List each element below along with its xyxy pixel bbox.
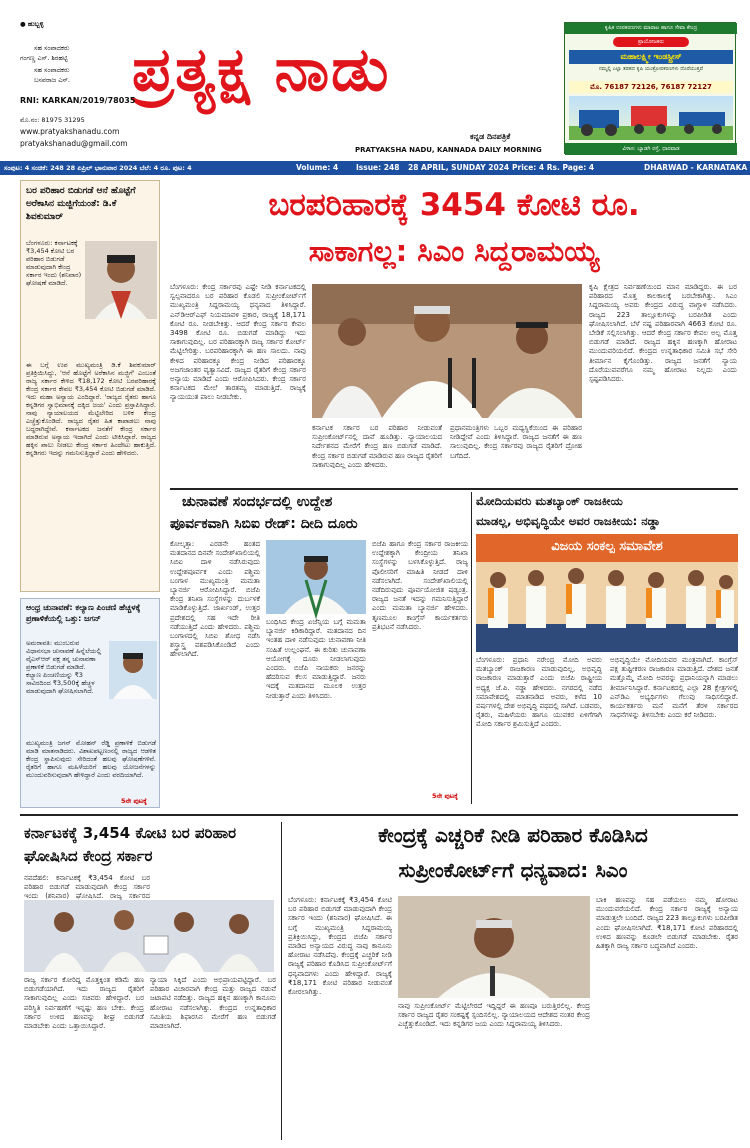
place-label: DHARWAD - KARNATAKA: [644, 163, 748, 172]
volume-label: Volume: 4: [296, 163, 339, 172]
lead-col-4: ಕೃಷಿ ಕ್ಷೇತ್ರದ ನಿರ್ವಹಣೆಯಿಂದ ಮಾನ ಮಾಡಿದ್ದರು. ಈ ಬರ ಪರಿಹಾರದ ಮೊತ್ತ ಕಾಲಕಾಲಕ್ಕೆ ಬರಬೇಕಾಗಿತ್ತು. ಸಿಎಂ ಸಿದ್ದರಾಮಯ್ಯ ಅವರು ಕೇಂದ್ರದ ವಿರುದ್ಧ ವಾಗ್ದಾಳಿ ನಡೆಸಿದರು. ರಾಜ್ಯದ 223 ತಾಲ್ಲೂಕುಗಳನ್ನು ಬರಪೀಡಿತ ಎಂದು ಘೋಷಿಸಲಾಗಿದೆ. ಬೆಳೆ ನಷ್ಟ ಪರಿಹಾರವಾಗಿ 4663 ಕೋಟಿ ರೂ. ಬೇಡಿಕೆ ಸಲ್ಲಿಸಲಾಗಿತ್ತು. ಆದರೆ ಕೇಂದ್ರ ಸರ್ಕಾರ ಕೇವಲ ಅಲ್ಪ ಮೊತ್ತ ಬಿಡುಗಡೆ ಮಾಡಿದೆ. ರಾಜ್ಯದ ಹಕ್ಕಿನ ಹಣಕ್ಕಾಗಿ ಹೋರಾಟ ಮುಂದುವರಿಯಲಿದೆ. ಕೇಂದ್ರದ ಉನ್ನತಾಧಿಕಾರ ಸಮಿತಿ ಸಭೆ ಸೇರಿ ತೀರ್ಮಾನ ಕೈಗೊಂಡಿತ್ತು. ರಾಜ್ಯದ ಜನತೆಗೆ ನ್ಯಾಯ ದೊರೆಯುವವರೆಗೂ ನಮ್ಮ ಹೋರಾಟ ನಿಲ್ಲದು ಎಂದು ಸ್ಪಷ್ಟಪಡಿಸಿದರು.: [589, 283, 737, 384]
email-link[interactable]: pratyakshanadu@gmail.com: [20, 139, 128, 148]
bottom-left-headline: ಕರ್ನಾಟಕಕ್ಕೆ 3,454 ಕೋಟಿ ಬರ ಪರಿಹಾರ ಘೋಷಿಸಿದ ಕೇಂದ್ರ ಸರ್ಕಾರ: [24, 824, 237, 865]
co-editor-name-2: ಬಸವರಾಜ ಎಸ್.: [34, 76, 70, 84]
dks-headline: ಬರ ಪರಿಹಾರ ಬಿಡುಗಡೆ ಆನೆ ಹೊಟ್ಟೆಗೆ ಅರೆಕಾಸಿನ ಮಜ್ಜಿಗೆಯಂತೆ: ಡಿ.ಕೆ ಶಿವಕುಮಾರ್: [26, 186, 136, 222]
lead-headline-1: ಬರಪರಿಹಾರಕ್ಕೆ 3454 ಕೋಟಿ ರೂ.: [268, 187, 640, 223]
divider-vertical-bottom: [281, 822, 282, 1140]
edition-city: ● ಹುಬ್ಬಳ್ಳಿ: [20, 20, 44, 28]
left-story-jagan: [20, 598, 160, 808]
jagan-body: ಮುಖ್ಯಮಂತ್ರಿ ಜಗನ್ ಮೋಹನ್ ರೆಡ್ಡಿ ಪ್ರಣಾಳಿಕೆ ಬಿಡುಗಡೆ ಮಾಡಿ ಮಾತನಾಡಿದರು. ವಿಶಾಖಪಟ್ಟಣಂನಲ್ಲಿ ರಾಜ್ಯದ ಆಡಳಿತ ಕೇಂದ್ರ ಸ್ಥಾಪಿಸುವುದು ಸೇರಿದಂತೆ ಹಲವು ಘೋಷಣೆಗಳಿವೆ. ರೈತರಿಗೆ ಹಾಗೂ ಮಹಿಳೆಯರಿಗೆ ಹಲವು ಯೋಜನೆಗಳನ್ನು ಮುಂದುವರಿಸುವುದಾಗಿ ಹೇಳಿದ್ದಾರೆ ಎಂದು ವರದಿಯಾಗಿದೆ.: [26, 739, 156, 779]
bottom-left-col-2: ನ್ಯಾಯಾ ಸಿಕ್ಕಿದೆ ಎಂದು ಅಭಿಪ್ರಾಯಪಟ್ಟಿದ್ದಾರೆ. ಬರ ಪರಿಹಾರ ವಿಚಾರವಾಗಿ ಕೇಂದ್ರ ಮತ್ತು ರಾಜ್ಯದ ನಡುವೆ ಜಟಾಪಟಿ ನಡೆದಿತ್ತು. ರಾಜ್ಯದ ಹಕ್ಕಿನ ಹಣಕ್ಕಾಗಿ ಕಾನೂನು ಹೋರಾಟ ನಡೆಸಲಾಗಿತ್ತು. ಕೇಂದ್ರದ ಉನ್ನತಾಧಿಕಾರ ಸಮಿತಿಯ ಶಿಫಾರಸಿನ ಮೇರೆಗೆ ಹಣ ಬಿಡುಗಡೆ ಮಾಡಲಾಗಿದೆ.: [150, 976, 276, 1031]
cbi-col-3: ಬಿಜೆಪಿ ಹಾಗೂ ಕೇಂದ್ರ ಸರ್ಕಾರ ರಾಜಕೀಯ ಉದ್ದೇಶಕ್ಕಾಗಿ ಕೇಂದ್ರೀಯ ತನಿಖಾ ಸಂಸ್ಥೆಗಳನ್ನು ಬಳಸಿಕೊಳ್ಳುತ್ತಿದೆ. ರಾಜ್ಯ ಪೊಲೀಸರಿಗೆ ಮಾಹಿತಿ ನೀಡದೆ ದಾಳಿ ನಡೆಸಲಾಗಿದೆ. ಸಂದೇಶ್‌ಖಾಲಿಯಲ್ಲಿ ನಡೆದಿರುವುದು ಪೂರ್ವಯೋಜಿತ ಷಡ್ಯಂತ್ರ. ರಾಜ್ಯದ ಜನತೆ ಇದನ್ನು ಗಮನಿಸುತ್ತಿದ್ದಾರೆ ಎಂದು ಮಮತಾ ಬ್ಯಾನರ್ಜಿ ಹೇಳಿದರು. ತೃಣಮೂಲ ಕಾಂಗ್ರೆಸ್ ಕಾರ್ಯಕರ್ತರು ಪ್ರತಿಭಟನೆ ನಡೆಸಿದರು.: [372, 540, 468, 631]
jagan-body-side: ಅಮರಾವತಿ: ಮುಂಬರುವ ವಿಧಾನಸಭಾ ಚುನಾವಣೆ ಹಿನ್ನೆಲೆಯಲ್ಲಿ ವೈಎಸ್‌ಆರ್ ಪಕ್ಷ ತನ್ನ ಚುನಾವಣಾ ಪ್ರಣಾಳಿಕೆ ಬಿಡುಗಡೆ ಮಾಡಿದೆ. ಕಲ್ಯಾಣ ಪಿಂಚಣಿಯನ್ನು ₹3 ಸಾವಿರದಿಂದ ₹3,500ಕ್ಕೆ ಹೆಚ್ಚಳ ಮಾಡುವುದಾಗಿ ಘೋಷಿಸಲಾಗಿದೆ.: [26, 639, 102, 695]
date-bar-kannada: ಸಂಪುಟ: 4 ಸಂಚಿಕೆ: 248 28 ಏಪ್ರಿಲ್ ಭಾನುವಾರ 2024 ಬೆಲೆ: 4 ರೂ. ಪುಟ: 4: [4, 164, 192, 172]
nadda-rally-photo: [476, 534, 738, 652]
ad-badge: ಪ್ರಾಯೋಜಕರು: [613, 37, 689, 47]
cbi-col-1: ಕೋಲ್ಕತ್ತಾ: ಎರಡನೇ ಹಂತದ ಮತದಾನದ ದಿನವೇ ಸಂದೇಶ್‌ಖಾಲಿಯಲ್ಲಿ ಸಿಬಿಐ ದಾಳಿ ನಡೆಸಿರುವುದು ಉದ್ದೇಶಪೂರ್ವಕ ಎಂದು ಪಶ್ಚಿಮ ಬಂಗಾಳ ಮುಖ್ಯಮಂತ್ರಿ ಮಮತಾ ಬ್ಯಾನರ್ಜಿ ಆರೋಪಿಸಿದ್ದಾರೆ. ಬಿಜೆಪಿ ಕೇಂದ್ರ ತನಿಖಾ ಸಂಸ್ಥೆಗಳನ್ನು ದುರ್ಬಳಕೆ ಮಾಡಿಕೊಳ್ಳುತ್ತಿದೆ. ಜಾರ್ಖಂಡ್, ಉತ್ತರ ಪ್ರದೇಶದಲ್ಲಿ ಸಹ ಇದೇ ರೀತಿ ನಡೆಯುತ್ತಿದೆ ಎಂದು ಹೇಳಿದರು. ಪಶ್ಚಿಮ ಬಂಗಾಳದಲ್ಲಿ ಸಿಬಿಐ ಶೋಧ ನಡೆಸಿ ಶಸ್ತ್ರಾಸ್ತ್ರ ವಶಪಡಿಸಿಕೊಂಡಿದೆ ಎಂದು ಹೇಳಲಾಗಿದೆ.: [170, 540, 260, 659]
jagan-continued-link[interactable]: 5ನೇ ಪುಟಕ್ಕೆ: [121, 797, 147, 805]
issue-label: Issue: 248: [356, 163, 400, 172]
bottom-left-col-1: ನವದೆಹಲಿ: ಕರ್ನಾಟಕಕ್ಕೆ ₹3,454 ಕೋಟಿ ಬರ ಪರಿಹಾರ ಬಿಡುಗಡೆ ಮಾಡುವುದಾಗಿ ಕೇಂದ್ರ ಸರ್ಕಾರ ಇಂದು (ಶನಿವಾರ) ಘೋಷಿಸಿದೆ. ರಾಜ್ಯ ಸರ್ಕಾರದ: [24, 874, 150, 901]
divider-vertical: [471, 492, 472, 804]
lead-col-1: ಬೆಂಗಳೂರು: ಕೇಂದ್ರ ಸರ್ಕಾರವು ಎಷ್ಟೇ ನೀಡಿ ಕರ್ನಾಟಕದಲ್ಲಿ ಸ್ವಲ್ಪವಾದರೂ ಬರ ಪರಿಹಾರ ಕೊಡಲಿ ಸುಪ್ರೀಂಕೋರ್ಟ್‌ಗೆ ಮುಖ್ಯಮಂತ್ರಿ ಸಿದ್ದರಾಮಯ್ಯ ಧನ್ಯವಾದ ತಿಳಿಸಿದ್ದಾರೆ. ಎನ್‌ಡಿಆರ್‌ಎಫ್ ನಿಯಮಾವಳಿ ಪ್ರಕಾರ, ರಾಜ್ಯಕ್ಕೆ 18,171 ಕೋಟಿ ರೂ. ನೀಡಬೇಕಿತ್ತು. ಆದರೆ ಕೇಂದ್ರ ಸರ್ಕಾರ ಕೇವಲ 3498 ಕೋಟಿ ರೂ. ಬಿಡುಗಡೆ ಮಾಡಿದ್ದು ಇದು ಸಾಕಾಗುವುದಿಲ್ಲ. ಬರ ಪರಿಹಾರಕ್ಕಾಗಿ ರಾಜ್ಯ ಸರ್ಕಾರ ಕೋರ್ಟ್ ಮೆಟ್ಟಿಲೇರಿತ್ತು. ಬರಪರಿಹಾರಕ್ಕಾಗಿ ಈ ಹಣ ಸಾಲದು. ನಾವು ಕೇಳಿದ ಪರಿಹಾರಕ್ಕೂ ಕೇಂದ್ರ ನೀಡಿದ ಪರಿಹಾರಕ್ಕೂ ಅಜಗಜಾಂತರ ವ್ಯತ್ಯಾಸವಿದೆ. ರಾಜ್ಯದ ರೈತರಿಗೆ ಕೇಂದ್ರ ಸರ್ಕಾರ ಅನ್ಯಾಯ ಮಾಡಿದೆ ಎಂದು ಆರೋಪಿಸಿದರು. ಕೇಂದ್ರ ಸರ್ಕಾರ ಕರ್ನಾಟಕದ ಮೇಲೆ ತಾರತಮ್ಯ ಮಾಡುತ್ತಿದೆ. ರಾಜ್ಯಕ್ಕೆ ನ್ಯಾಯಯುತ ಪಾಲು ನೀಡಬೇಕು.: [170, 283, 306, 402]
tagline-english: PRATYAKSHA NADU, KANNADA DAILY MORNING: [355, 146, 542, 154]
lead-col-2: ಕರ್ನಾಟಕ ಸರ್ಕಾರ ಬರ ಪರಿಹಾರ ನೀಡುವಂತೆ ಸುಪ್ರೀಂಕೋರ್ಟ್‌ನಲ್ಲಿ ದಾವೆ ಹೂಡಿತ್ತು. ನ್ಯಾಯಾಲಯದ ನಿರ್ದೇಶನದ ಮೇರೆಗೆ ಕೇಂದ್ರ ಹಣ ಬಿಡುಗಡೆ ಮಾಡಿದೆ. ಕೇಂದ್ರ ಸರ್ಕಾರ ಬಿಡುಗಡೆ ಮಾಡಿರುವ ಹಣ ರಾಜ್ಯದ ರೈತರಿಗೆ ಸಾಕಾಗುವುದಿಲ್ಲ ಎಂದು ಹೇಳಿದರು.: [312, 424, 442, 469]
co-editor-label-2: ಸಹ ಸಂಪಾದಕರು: [34, 66, 70, 74]
lead-photo-cm: [312, 284, 582, 418]
divider-bottom: [20, 814, 738, 816]
ad-company: ಮಹಾಲಕ್ಷ್ಮೀ ಇಂಡಸ್ಟ್ರೀಸ್: [569, 50, 733, 64]
cbi-headline-2: ಪೂರ್ವಕವಾಗಿ ಸಿಬಿಐ ರೇಡ್: ದೀದಿ ದೂರು: [170, 516, 358, 532]
newspaper-title: ಪ್ರತ್ಯಕ್ಷ ನಾಡು: [132, 35, 391, 105]
ad-top-line: ಕೃಷಿಕ ಉಪಕರಣಗಳು ಮಾರಾಟ ಹಾಗೂ ಸೇವಾ ಕೇಂದ್ರ: [565, 23, 737, 34]
nadda-col-2: ಅಭಿವೃದ್ಧಿಯೇ ಮೋದಿಯವರ ಮಂತ್ರವಾಗಿದೆ. ಕಾಂಗ್ರೆಸ್ ಪಕ್ಷ ತುಷ್ಟೀಕರಣ ರಾಜಕಾರಣ ಮಾಡುತ್ತಿದೆ. ದೇಶದ ಜನತೆ ಮತ್ತೊಮ್ಮೆ ಮೋದಿ ಅವರನ್ನು ಪ್ರಧಾನಿಯನ್ನಾಗಿ ಮಾಡಲು ತೀರ್ಮಾನಿಸಿದ್ದಾರೆ. ಕರ್ನಾಟಕದಲ್ಲಿ ಎಲ್ಲಾ 28 ಕ್ಷೇತ್ರಗಳಲ್ಲಿ ಎನ್‌ಡಿಎ ಅಭ್ಯರ್ಥಿಗಳು ಗೆಲುವು ಸಾಧಿಸಲಿದ್ದಾರೆ. ಕಾರ್ಯಕರ್ತರು ಮನೆ ಮನೆಗೆ ತೆರಳಿ ಸರ್ಕಾರದ ಸಾಧನೆಗಳನ್ನು ತಿಳಿಸಬೇಕು ಎಂದು ಕರೆ ನೀಡಿದರು.: [610, 656, 738, 720]
advertisement[interactable]: [564, 22, 736, 154]
left-story-dks: [20, 180, 160, 592]
ad-contact: ಮೊ. 76187 72126, 76187 72127: [569, 81, 733, 93]
bottom-right-headline-2: ಸುಪ್ರೀಂಕೋರ್ಟ್‌ಗೆ ಧನ್ಯವಾದ: ಸಿಎಂ: [398, 858, 628, 882]
jagan-photo: [109, 641, 157, 699]
bottom-left-col-3: ರಾಜ್ಯ ಸರ್ಕಾರ ಕೋರಿದ್ದ ಮೊತ್ತಕ್ಕಿಂತ ಕಡಿಮೆ ಹಣ ಬಿಡುಗಡೆಯಾಗಿದೆ. ಇದು ರಾಜ್ಯದ ರೈತರಿಗೆ ಸಾಕಾಗುವುದಿಲ್ಲ ಎಂದು ಸಚಿವರು ಹೇಳಿದ್ದಾರೆ. ಬರ ಪರಿಸ್ಥಿತಿ ನಿರ್ವಹಣೆಗೆ ಇನ್ನಷ್ಟು ಹಣ ಬೇಕು. ಕೇಂದ್ರ ಸರ್ಕಾರ ಉಳಿದ ಹಣವನ್ನು ಶೀಘ್ರ ಬಿಡುಗಡೆ ಮಾಡಬೇಕು ಎಂದು ಒತ್ತಾಯಿಸಿದ್ದಾರೆ.: [24, 976, 144, 1031]
price-label: Price: 4 Rs. Page: 4: [512, 163, 595, 172]
website-link[interactable]: www.pratyakshanadu.com: [20, 127, 120, 136]
bottom-left-photo: [24, 900, 274, 972]
date-bar: [0, 161, 750, 175]
tagline-kannada: ಕನ್ನಡ ದಿನಪತ್ರಿಕೆ: [470, 132, 511, 141]
divider-lead: [170, 488, 738, 490]
nadda-headline-1: ಮೋದಿಯವರು ಮತಬ್ಯಾಂಕ್ ರಾಜಕೀಯ: [476, 494, 623, 508]
mamata-photo: [266, 540, 366, 614]
co-editor-label: ಸಹ ಸಂಪಾದಕರು: [34, 44, 70, 52]
jagan-headline: ಆಂಧ್ರ ಚುನಾವಣೆ: ಕಲ್ಯಾಣ ಪಿಂಚಣಿ ಹೆಚ್ಚಳಕ್ಕೆ ಪ್ರಣಾಳಿಕೆಯಲ್ಲಿ ಒತ್ತು: ಜಗನ್: [26, 603, 141, 623]
co-editor-name: ಗಂಗಣ್ಣ ಎಸ್. ಶಿರಹಟ್ಟಿ: [20, 54, 68, 62]
bottom-right-col-1: ಬೆಂಗಳೂರು: ಕರ್ನಾಟಕಕ್ಕೆ ₹3,454 ಕೋಟಿ ಬರ ಪರಿಹಾರ ಬಿಡುಗಡೆ ಮಾಡುವುದಾಗಿ ಕೇಂದ್ರ ಸರ್ಕಾರ ಇಂದು (ಶನಿವಾರ) ಘೋಷಿಸಿದೆ. ಈ ಬಗ್ಗೆ ಮುಖ್ಯಮಂತ್ರಿ ಸಿದ್ದರಾಮಯ್ಯ ಪ್ರತಿಕ್ರಿಯಿಸಿದ್ದು, ಕೇಂದ್ರದ ಬಿಜೆಪಿ ಸರ್ಕಾರ ಮಾಡಿದ ಅನ್ಯಾಯದ ವಿರುದ್ಧ ನಾವು ಕಾನೂನು ಹೋರಾಟ ನಡೆಸಿದೆವು. ಕೇಂದ್ರಕ್ಕೆ ಎಚ್ಚರಿಕೆ ನೀಡಿ ರಾಜ್ಯಕ್ಕೆ ಪರಿಹಾರ ಕೊಡಿಸಿದ ಸುಪ್ರೀಂಕೋರ್ಟ್‌ಗೆ ಧನ್ಯವಾದಗಳು ಎಂದು ಹೇಳಿದ್ದಾರೆ. ರಾಜ್ಯಕ್ಕೆ ₹18,171 ಕೋಟಿ ಪರಿಹಾರ ನೀಡುವಂತೆ ಕೋರಲಾಗಿತ್ತು.: [288, 896, 392, 997]
siddaramaiah-photo: [398, 896, 590, 998]
ad-description: ನಮ್ಮಲ್ಲಿ ಎಲ್ಲಾ ತರಹದ ಕೃಷಿ ಯಂತ್ರೋಪಕರಣಗಳು ದೊರೆಯುತ್ತವೆ: [599, 66, 703, 72]
dks-body-side: ಬೆಂಗಳೂರು: ಕರ್ನಾಟಕಕ್ಕೆ ₹3,454 ಕೋಟಿ ಬರ ಪರಿಹಾರ ಬಿಡುಗಡೆ ಮಾಡುವುದಾಗಿ ಕೇಂದ್ರ ಸರ್ಕಾರ ಇಂದು (ಶನಿವಾರ) ಘೋಷಣೆ ಮಾಡಿದೆ.: [26, 239, 82, 287]
bottom-right-col-3: ಬಾಕಿ ಹಣವನ್ನು ಸಹ ಪಡೆಯಲು ನಮ್ಮ ಹೋರಾಟ ಮುಂದುವರೆಯಲಿದೆ. ಕೇಂದ್ರ ಸರ್ಕಾರ ರಾಜ್ಯಕ್ಕೆ ಅನ್ಯಾಯ ಮಾಡುತ್ತಲೇ ಬಂದಿದೆ. ರಾಜ್ಯದ 223 ತಾಲ್ಲೂಕುಗಳು ಬರಪೀಡಿತ ಎಂದು ಘೋಷಿಸಲಾಗಿದೆ. ₹18,171 ಕೋಟಿ ಪರಿಹಾರದಲ್ಲಿ ಉಳಿದ ಹಣವನ್ನು ಕೂಡಲೇ ಬಿಡುಗಡೆ ಮಾಡಬೇಕು. ರೈತರ ಹಿತಕ್ಕಾಗಿ ರಾಜ್ಯ ಸರ್ಕಾರ ಬದ್ಧವಾಗಿದೆ ಎಂದರು.: [596, 896, 738, 951]
phone-number: ಮೊ.ನಂ: 81975 31295: [20, 116, 85, 124]
cbi-headline-1: ಚುನಾವಣೆ ಸಂದರ್ಭದಲ್ಲಿ ಉದ್ದೇಶ: [182, 494, 333, 510]
dks-photo: [85, 241, 157, 319]
cbi-col-2: ಬಂಧಿಸಿದ ಕೇಂದ್ರ ಏಜೆನ್ಸಿಯ ಬಗ್ಗೆ ಮಮತಾ ಬ್ಯಾನರ್ಜಿ ಕಿಡಿಕಾರಿದ್ದಾರೆ. ಮತದಾನದ ದಿನ ಇಂತಹ ದಾಳಿ ನಡೆಸುವುದು ಚುನಾವಣಾ ನೀತಿ ಸಂಹಿತೆ ಉಲ್ಲಂಘನೆ. ಈ ಕುರಿತು ಚುನಾವಣಾ ಆಯೋಗಕ್ಕೆ ದೂರು ನೀಡಲಾಗುವುದು ಎಂದರು. ಬಿಜೆಪಿ ನಾಯಕರು ಜನರನ್ನು ಹೆದರಿಸುವ ಕೆಲಸ ಮಾಡುತ್ತಿದ್ದಾರೆ. ಜನರು ಇದಕ್ಕೆ ಮತದಾನದ ಮೂಲಕ ಉತ್ತರ ನೀಡುತ್ತಾರೆ ಎಂದು ತಿಳಿಸಿದರು.: [266, 618, 366, 700]
masthead: [0, 0, 750, 160]
nadda-col-1: ಬೆಂಗಳೂರು: ಪ್ರಧಾನಿ ನರೇಂದ್ರ ಮೋದಿ ಅವರು ಮತಬ್ಯಾಂಕ್ ರಾಜಕಾರಣ ಮಾಡುವುದಿಲ್ಲ, ಅಭಿವೃದ್ಧಿ ರಾಜಕಾರಣ ಮಾಡುತ್ತಾರೆ ಎಂದು ಬಿಜೆಪಿ ರಾಷ್ಟ್ರೀಯ ಅಧ್ಯಕ್ಷ ಜೆ.ಪಿ. ನಡ್ಡಾ ಹೇಳಿದರು. ನಗರದಲ್ಲಿ ನಡೆದ ಸಮಾವೇಶದಲ್ಲಿ ಮಾತನಾಡಿದ ಅವರು, ಕಳೆದ 10 ವರ್ಷಗಳಲ್ಲಿ ದೇಶ ಅಭಿವೃದ್ಧಿ ಪಥದಲ್ಲಿ ಸಾಗಿದೆ. ಬಡವರು, ರೈತರು, ಮಹಿಳೆಯರು ಹಾಗೂ ಯುವಕರ ಏಳಿಗೆಗಾಗಿ ಮೋದಿ ಸರ್ಕಾರ ಶ್ರಮಿಸುತ್ತಿದೆ ಎಂದರು.: [476, 656, 602, 729]
bottom-right-headline-1: ಕೇಂದ್ರಕ್ಕೆ ಎಚ್ಚರಿಕೆ ನೀಡಿ ಪರಿಹಾರ ಕೊಡಿಸಿದ: [378, 823, 648, 847]
lead-col-3: ಪ್ರಧಾನಮಂತ್ರಿಗಳು ಒಬ್ಬರ ಮಧ್ಯಸ್ಥಿಕೆಯಿಂದ ಈ ಪರಿಹಾರ ನೀಡಿದ್ದೇವೆ ಎಂದು ತಿಳಿಸಿದ್ದಾರೆ. ರಾಜ್ಯದ ಜನತೆಗೆ ಈ ಹಣ ಸಾಲುವುದಿಲ್ಲ. ಕೇಂದ್ರ ಸರ್ಕಾರವು ರಾಜ್ಯದ ರೈತರಿಗೆ ದ್ರೋಹ ಬಗೆದಿದೆ.: [450, 424, 582, 460]
date-label: 28 APRIL, SUNDAY 2024: [408, 163, 510, 172]
lead-headline-2: ಸಾಕಾಗಲ್ಲ: ಸಿಎಂ ಸಿದ್ದರಾಮಯ್ಯ: [308, 234, 600, 268]
nadda-headline-2: ಮಾಡಲ್ಲ, ಅಭಿವೃದ್ಧಿಯೇ ಅವರ ರಾಜಕೀಯ: ನಡ್ಡಾ: [476, 514, 661, 528]
ad-footer: ವಿಳಾಸ: ಬ್ಯಾಡಗಿ ರಸ್ತೆ, ಧಾರವಾಡ: [565, 143, 737, 155]
cbi-continued-link[interactable]: 5ನೇ ಪುಟಕ್ಕೆ: [432, 792, 458, 800]
dks-body: ಈ ಬಗ್ಗೆ ಉಪ ಮುಖ್ಯಮಂತ್ರಿ ಡಿ.ಕೆ ಶಿವಕುಮಾರ್ ಪ್ರತಿಕ್ರಿಯಿಸಿದ್ದು, 'ಆನೆ ಹೊಟ್ಟೆಗೆ ಅರೆಕಾಸಿನ ಮಜ್ಜಿಗೆ' ಎಂಬಂತೆ ರಾಜ್ಯ ಸರ್ಕಾರ ಕೇಳಿದ ₹18,172 ಕೋಟಿ ಬರಪರಿಹಾರಕ್ಕೆ ಕೇಂದ್ರ ಸರ್ಕಾರ ಕೇವಲ ₹3,454 ಕೋಟಿ ಬಿಡುಗಡೆ ಮಾಡಿದೆ. ಇದು ಮಹಾ ಅನ್ಯಾಯ ಎಂದಿದ್ದಾರೆ. 'ರಾಜ್ಯದ ರೈತರು ಹಾಗೂ ಕನ್ನಡಿಗರ ಸ್ವಾಭಿಮಾನಕ್ಕೆ ದಕ್ಕಿದ ಜಯ' ಎಂದು ಪ್ರಸ್ತಾಪಿಸಿದ್ದಾರೆ. ನಾವು ನ್ಯಾಯಾಲಯದ ಮೆಟ್ಟಿಲೇರಿದ ಬಳಿಕ ಕೇಂದ್ರ ಎಚ್ಚೆತ್ತುಕೊಂಡಿದೆ. ರಾಜ್ಯದ ರೈತರ ಹಿತ ಕಾಪಾಡಲು ನಾವು ಬದ್ಧರಾಗಿದ್ದೇವೆ. ಕರ್ನಾಟಕದ ಜನತೆಗೆ ಕೇಂದ್ರ ಸರ್ಕಾರ ಮಾಡಿರುವ ಅನ್ಯಾಯ ಇದಾಗಿದೆ ಎಂದು ಟೀಕಿಸಿದ್ದಾರೆ. ರಾಜ್ಯದ ಹಕ್ಕಿನ ಪಾಲು ನೀಡಲು ಕೇಂದ್ರ ಸರ್ಕಾರ ಹಿಂದೇಟು ಹಾಕುತ್ತಿದೆ. ಕನ್ನಡಿಗರು ಇದನ್ನು ಗಮನಿಸುತ್ತಿದ್ದಾರೆ ಎಂದು ಹೇಳಿದರು.: [26, 361, 156, 457]
bottom-right-col-2: ನಾವು ಸುಪ್ರೀಂಕೋರ್ಟ್ ಮೆಟ್ಟಿಲೇರದೆ ಇದ್ದಿದ್ದರೆ ಈ ಹಣವೂ ಬರುತ್ತಿರಲಿಲ್ಲ. ಕೇಂದ್ರ ಸರ್ಕಾರ ರಾಜ್ಯದ ರೈತರ ಸಂಕಷ್ಟಕ್ಕೆ ಸ್ಪಂದಿಸಲಿಲ್ಲ. ನ್ಯಾಯಾಲಯದ ಆದೇಶದ ನಂತರ ಕೇಂದ್ರ ಎಚ್ಚೆತ್ತುಕೊಂಡಿದೆ. ಇದು ಕನ್ನಡಿಗರ ಜಯ ಎಂದು ಸಿದ್ದರಾಮಯ್ಯ ತಿಳಿಸಿದರು.: [398, 1002, 590, 1029]
ad-machinery-image: [569, 96, 733, 140]
rni-number: RNI: KARKAN/2019/78035: [20, 96, 136, 105]
rally-banner-text: ವಿಜಯ ಸಂಕಲ್ಪ ಸಮಾವೇಶ: [551, 539, 663, 554]
